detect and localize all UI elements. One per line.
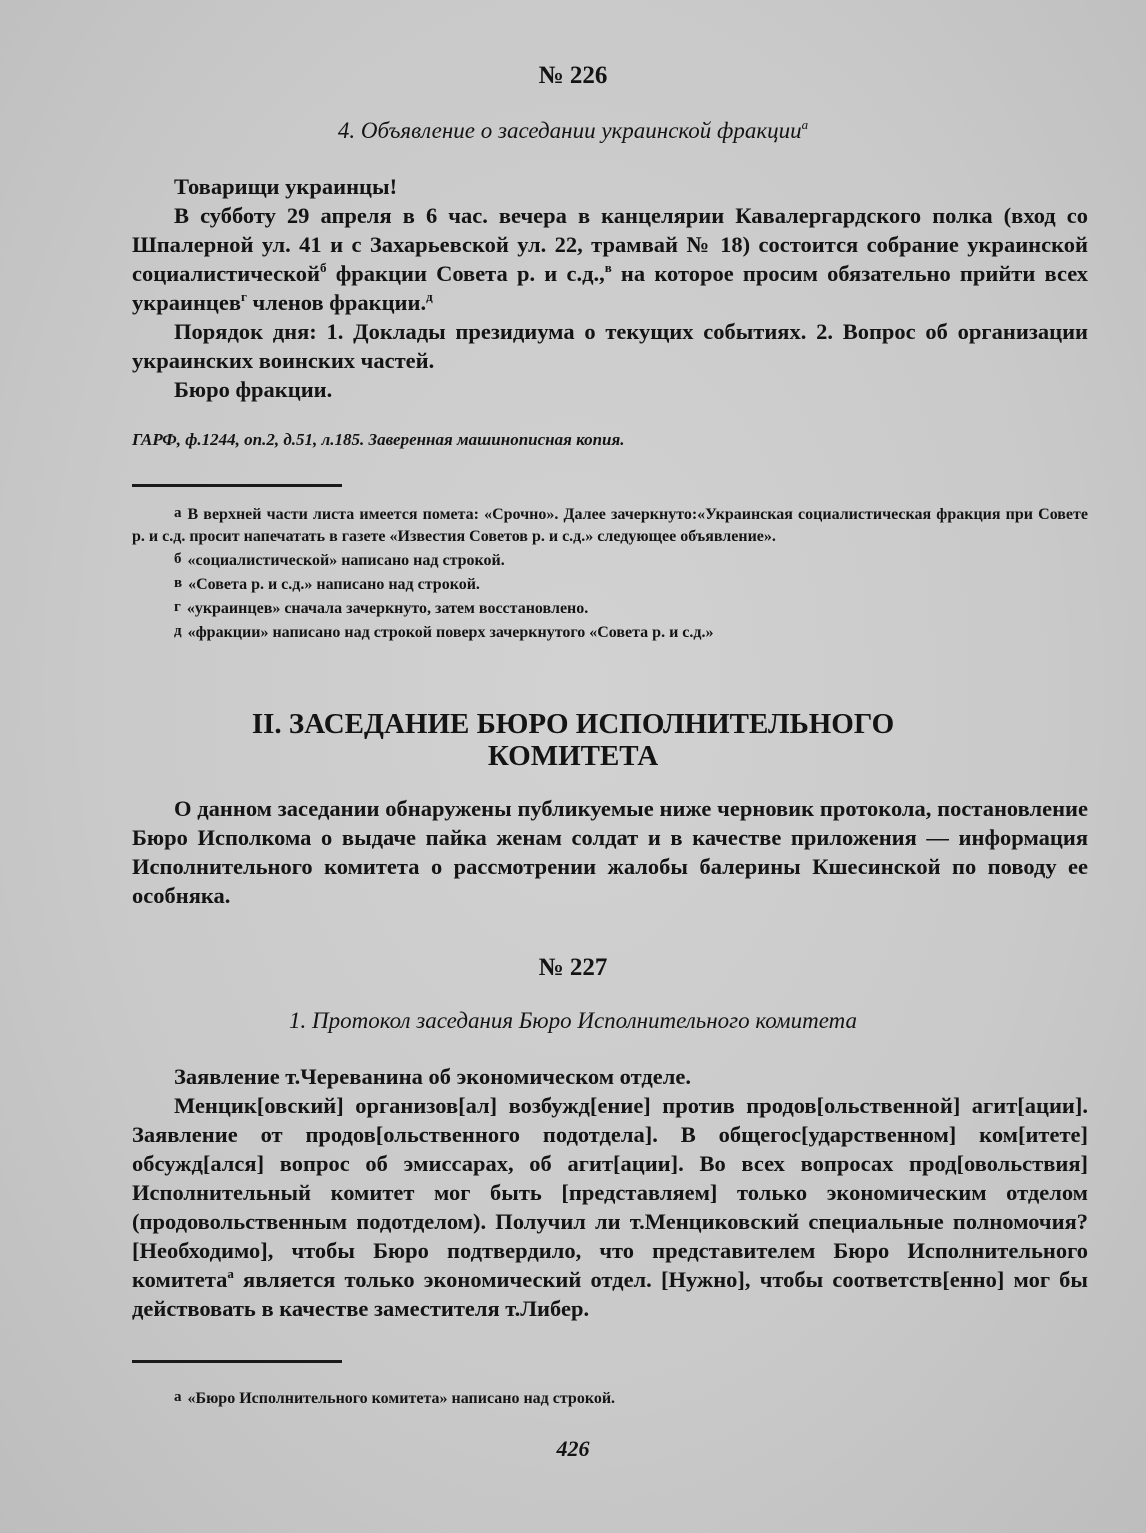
footnote bbox=[132, 620, 1088, 644]
page-number: 426 bbox=[556, 1436, 590, 1461]
paragraph bbox=[132, 1091, 1088, 1323]
paragraph-text: членов фракции. bbox=[246, 290, 427, 315]
footnote bbox=[132, 502, 1088, 548]
doc-226-footnotes bbox=[132, 502, 1088, 644]
footnote-text: «украинцев» сначала зачеркнуто, затем восстановлено. bbox=[186, 600, 589, 617]
footnote-divider bbox=[132, 484, 342, 487]
footnote-mark: г bbox=[174, 599, 181, 615]
footnote-text: «Бюро Исполнительного комитета» написано над строкой. bbox=[187, 1390, 616, 1407]
doc-227-footnotes bbox=[132, 1386, 1088, 1410]
paragraph: Товарищи украинцы! bbox=[174, 174, 398, 199]
paragraph: Заявление т.Череванина об экономическом отделе. bbox=[174, 1064, 691, 1089]
paragraph: О данном заседании обнаружены публикуемые ниже черновик протокола, постановление Бюро Исполкома о выдаче пайка женам солдат и в качестве приложения — информация Исполнительного комитета о рассмотрении жалобы балерины Кшесинской по поводу ее особняка. bbox=[132, 796, 1088, 908]
footnote-marker: г bbox=[241, 289, 247, 304]
paragraph-text: В субботу 29 апреля в 6 час. вечера в канцелярии Кавалергардского полка (вход со Шпалерной ул. 41 и с Захарьевской ул. 22, трамвай № 18) состоится собрание украинской социалистической bbox=[132, 203, 1088, 286]
doc-226-body bbox=[132, 172, 1088, 404]
footnote bbox=[132, 1386, 1088, 1410]
paragraph-text: фракции Совета р. и с.д., bbox=[326, 261, 605, 286]
footnote-marker: а bbox=[227, 1266, 234, 1281]
footnote bbox=[132, 572, 1088, 596]
section-intro bbox=[132, 794, 1088, 910]
doc-226-subtitle bbox=[0, 118, 1146, 144]
section-heading-line: КОМИТЕТА bbox=[487, 740, 659, 772]
doc-226-subtitle-text: 4. Объявление о заседании украинской фракции bbox=[337, 118, 802, 143]
footnote-marker: б bbox=[320, 260, 327, 275]
footnote-marker: а bbox=[801, 117, 809, 132]
footnote-marker: в bbox=[604, 260, 612, 275]
footnote-mark: д bbox=[174, 623, 182, 639]
footnote bbox=[132, 596, 1088, 620]
footnote-text: «Совета р. и с.д.» написано над строкой. bbox=[188, 576, 480, 593]
footnote-text: «фракции» написано над строкой поверх зачеркнутого «Совета р. и с.д.» bbox=[187, 624, 714, 641]
footnote-text: В верхней части листа имеется помета: «Срочно». Далее зачеркнуто:«Украинская социалистическая фракция при Совете р. и с.д. просит напечатать в газете «Известия Советов р. и с.д.» следующее объявление». bbox=[132, 506, 1088, 545]
section-heading bbox=[0, 708, 1146, 772]
footnote-divider bbox=[132, 1360, 342, 1363]
archive-source: ГАРФ, ф.1244, оп.2, д.51, л.185. Заверенная машинописная копия. bbox=[132, 430, 625, 449]
footnote bbox=[132, 548, 1088, 572]
doc-227-subtitle: 1. Протокол заседания Бюро Исполнительного комитета bbox=[289, 1008, 857, 1033]
paragraph-text: Менцик[овский] организов[ал] возбужд[ение] против продов[ольственной] агит[ации]. Заявление от продов[ольственного подотдела]. В общегос[ударственном] ком[итете] обсужд[ался] вопрос об эмиссарах, об агит[ации]. Во всех вопросах прод[овольствия] Исполнительный комитет мог быть [представляем] только экономическим отделом (продовольственным подотделом). Получил ли т.Менциковский специальные полномочия? [Необходимо], чтобы Бюро подтвердило, что представителем Бюро Исполнительного комитета bbox=[132, 1093, 1088, 1292]
paragraph: Порядок дня: 1. Доклады президиума о текущих событиях. 2. Вопрос об организации украинских воинских частей. bbox=[132, 319, 1088, 373]
section-heading-line: II. ЗАСЕДАНИЕ БЮРО ИСПОЛНИТЕЛЬНОГО bbox=[251, 708, 895, 740]
footnote-mark: а bbox=[174, 1389, 182, 1405]
paragraph-text: является только экономический отдел. [Нужно], чтобы соответств[енно] мог бы действовать в качестве заместителя т.Либер. bbox=[132, 1267, 1088, 1321]
doc-227-number: № 227 bbox=[538, 954, 608, 981]
footnote-mark: б bbox=[174, 551, 182, 567]
footnote-mark: а bbox=[174, 505, 182, 521]
doc-227-body bbox=[132, 1062, 1088, 1323]
footnote-mark: в bbox=[174, 575, 183, 591]
doc-226-number: № 226 bbox=[538, 62, 608, 89]
footnote-marker: д bbox=[426, 289, 433, 304]
paragraph: Бюро фракции. bbox=[174, 377, 333, 402]
paragraph bbox=[132, 201, 1088, 317]
footnote-text: «социалистической» написано над строкой. bbox=[187, 552, 505, 569]
paragraph-text: на которое просим обязательно прийти всех украинцев bbox=[132, 261, 1088, 315]
